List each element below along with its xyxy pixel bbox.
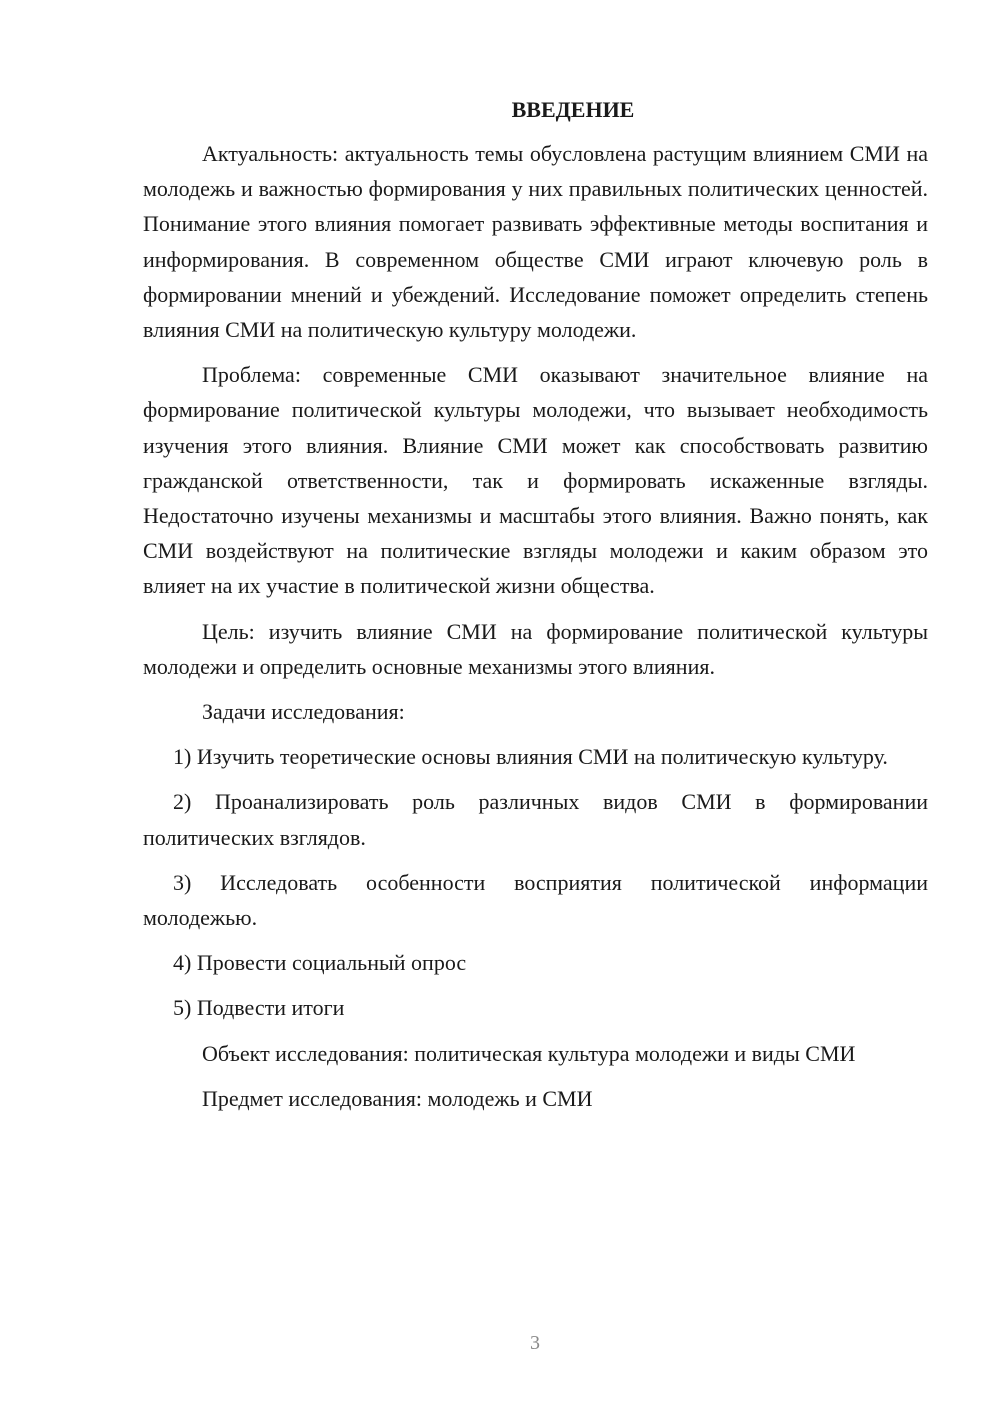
- task-item-4: 4) Провести социальный опрос: [173, 950, 467, 976]
- page-number: 3: [530, 1332, 540, 1354]
- object-paragraph: Объект исследования: политическая культура молодежи и виды СМИ: [202, 1040, 856, 1066]
- task-item-1: 1) Изучить теоретические основы влияния СМИ на политическую культуру.: [173, 744, 888, 770]
- task-item-3: 3) Исследовать особенности восприятия политической информации молодежью.: [143, 869, 928, 931]
- tasks-heading: Задачи исследования:: [202, 699, 405, 725]
- document-page: [143, 92, 928, 1126]
- task-item-2: 2) Проанализировать роль различных видов СМИ в формировании политических взглядов.: [143, 789, 928, 850]
- subject-paragraph: Предмет исследования: молодежь и СМИ: [202, 1085, 593, 1111]
- page-title: ВВЕДЕНИЕ: [511, 97, 635, 122]
- goal-paragraph: Цель: изучить влияние СМИ на формирование политической культуры молодежи и определить основные механизмы этого влияния.: [143, 618, 928, 679]
- task-item-5: 5) Подвести итоги: [173, 995, 345, 1021]
- problem-paragraph: Проблема: современные СМИ оказывают значительное влияние на формирование политической культуры молодежи, что вызывает необходимость изучения этого влияния. Влияние СМИ может как способствовать развитию гражданской ответственности, так и формировать искаженные взгляды. Недостаточно изучены механизмы и масштабы этого влияния. Важно понять, как СМИ воздействуют на политические взгляды молодежи и каким образом это влияет на их участие в политической жизни общества.: [143, 362, 928, 599]
- relevance-paragraph: Актуальность: актуальность темы обусловлена растущим влиянием СМИ на молодежь и важностью формирования у них правильных политических ценностей. Понимание этого влияния помогает развивать эффективные методы воспитания и информирования. В современном обществе СМИ играют ключевую роль в формировании мнений и убеждений. Исследование поможет определить степень влияния СМИ на политическую культуру молодежи.: [143, 141, 928, 343]
